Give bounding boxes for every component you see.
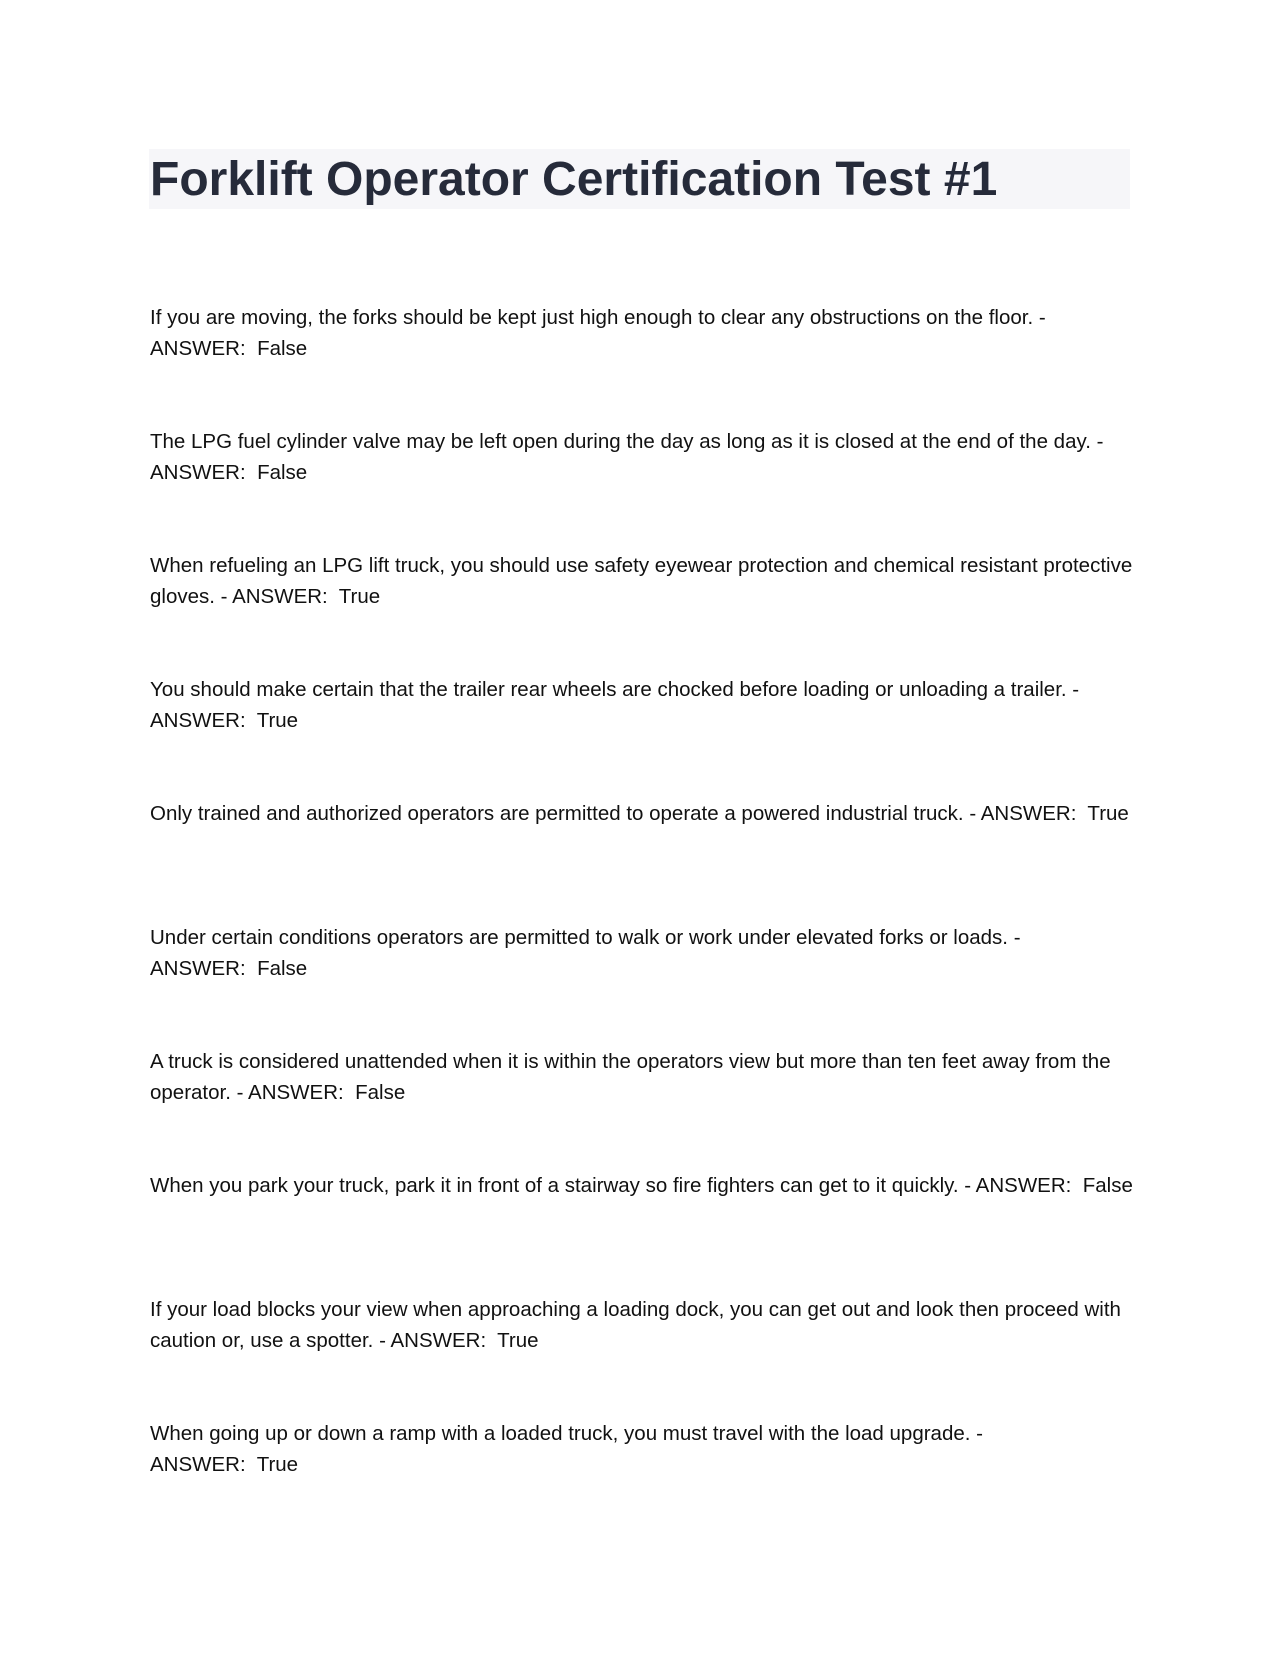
answer-text: ANSWER: False (248, 1081, 406, 1104)
answer-text: ANSWER: True (980, 802, 1129, 825)
answer-text: ANSWER: False (150, 337, 308, 360)
qa-item (150, 550, 1135, 612)
question-text: If you are moving, the forks should be kept just high enough to clear any obstructions on the floor. - (150, 306, 1046, 329)
question-text: When refueling an LPG lift truck, you should use safety eyewear protection and chemical resistant protective gloves. - (150, 554, 1133, 608)
question-text: Only trained and authorized operators are permitted to operate a powered industrial truck. - (150, 802, 977, 825)
question-text: Under certain conditions operators are permitted to walk or work under elevated forks or loads. - (150, 926, 1021, 949)
qa-item (150, 1170, 1135, 1201)
qa-item (150, 302, 1135, 364)
qa-item (150, 922, 1135, 984)
qa-item (150, 1418, 1135, 1480)
question-text: When going up or down a ramp with a loaded truck, you must travel with the load upgrade. - (150, 1422, 983, 1445)
question-text: A truck is considered unattended when it is within the operators view but more than ten feet away from the operator. - (150, 1050, 1111, 1104)
question-text: You should make certain that the trailer rear wheels are chocked before loading or unloading a trailer. - (150, 678, 1080, 701)
answer-text: ANSWER: True (150, 1453, 299, 1476)
document-title: Forklift Operator Certification Test #1 (150, 153, 998, 206)
answer-text: ANSWER: False (975, 1174, 1133, 1197)
qa-item (150, 1294, 1135, 1356)
qa-item (150, 674, 1135, 736)
qa-item (150, 1046, 1135, 1108)
question-text: When you park your truck, park it in front of a stairway so fire fighters can get to it quickly. - (150, 1174, 972, 1197)
answer-text: ANSWER: True (232, 585, 381, 608)
qa-item (150, 426, 1135, 488)
answer-text: ANSWER: False (150, 957, 308, 980)
answer-text: ANSWER: True (150, 709, 299, 732)
answer-text: ANSWER: True (390, 1329, 539, 1352)
question-text: The LPG fuel cylinder valve may be left open during the day as long as it is closed at the end of the day. - (150, 430, 1104, 453)
question-text: If your load blocks your view when approaching a loading dock, you can get out and look then proceed with caution or, use a spotter. - (150, 1298, 1121, 1352)
answer-text: ANSWER: False (150, 461, 308, 484)
qa-item (150, 798, 1135, 829)
